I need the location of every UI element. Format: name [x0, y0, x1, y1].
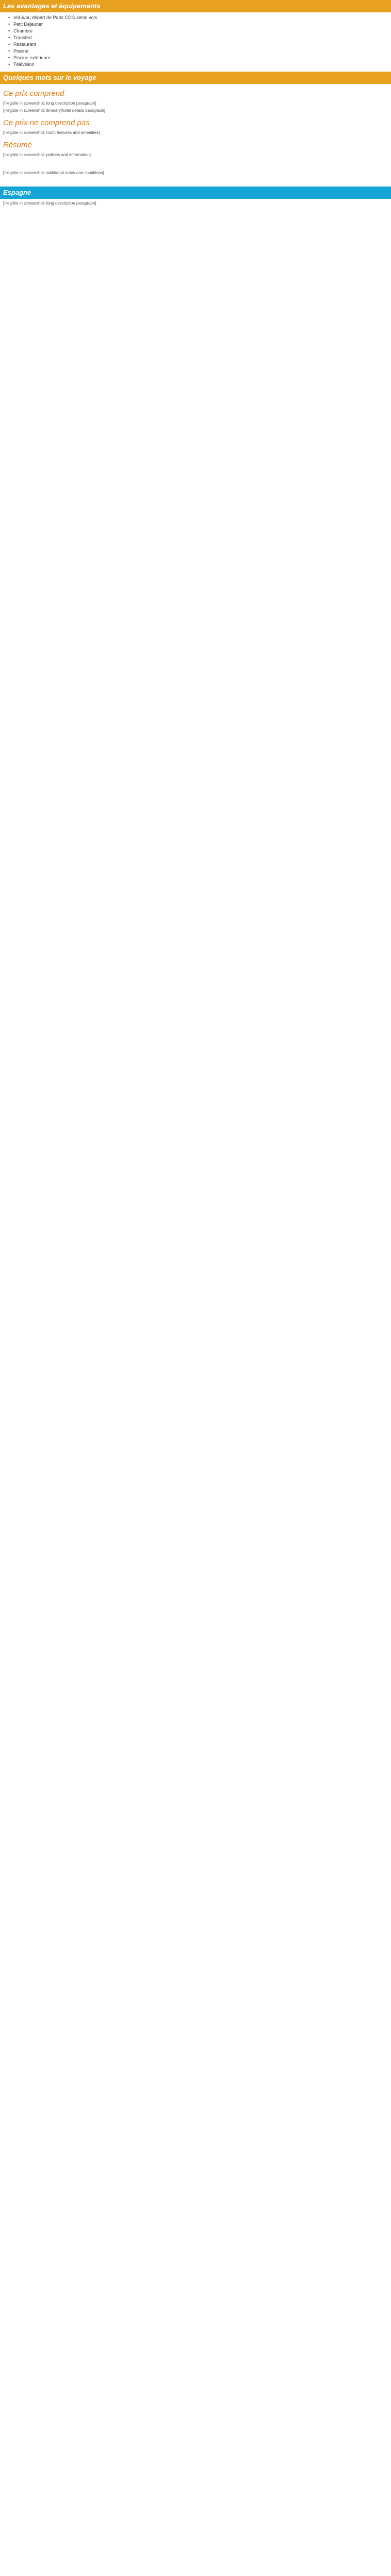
paragraph: [Illegible in screenshot: policies and information]	[3, 152, 91, 157]
banner-top-text: Les avantages et équipements	[3, 2, 101, 10]
feature-item: • Piscine	[8, 48, 388, 54]
banner-mid	[0, 72, 391, 84]
paragraph: [Illegible in screenshot: long description paragraph]	[3, 101, 96, 106]
paragraph: [Illegible in screenshot: room features and amenities]	[3, 130, 100, 135]
section-title-summary: Résumé	[3, 141, 32, 149]
banner-spain-text: Espagne	[3, 189, 31, 196]
feature-item: • Vol &/ou départ de Paris CDG selon vols	[8, 14, 388, 21]
feature-item: • Télévision	[8, 61, 388, 67]
feature-list	[8, 14, 388, 67]
feature-item: • Petit Déjeuner	[8, 21, 388, 27]
banner-mid-text: Quelques mots sur le voyage	[3, 74, 96, 81]
section-title-includes: Ce prix comprend	[3, 89, 64, 98]
paragraph: [Illegible in screenshot: additional notes and conditions]	[3, 171, 104, 175]
paragraph: [Illegible in screenshot: long description paragraph]	[3, 201, 96, 206]
spacer	[3, 177, 388, 187]
feature-item: • Transfert	[8, 35, 388, 41]
banner-top	[0, 0, 391, 12]
section-title-excludes: Ce prix ne comprend pas	[3, 118, 90, 127]
feature-item: • Piscine extérieure	[8, 55, 388, 61]
feature-item: • Chambre	[8, 28, 388, 34]
spacer	[3, 159, 388, 168]
feature-item: • Restaurant	[8, 41, 388, 47]
banner-spain	[0, 187, 391, 199]
page	[0, 0, 391, 206]
paragraph: [Illegible in screenshot: itinerary/hotel details paragraph]	[3, 108, 105, 113]
